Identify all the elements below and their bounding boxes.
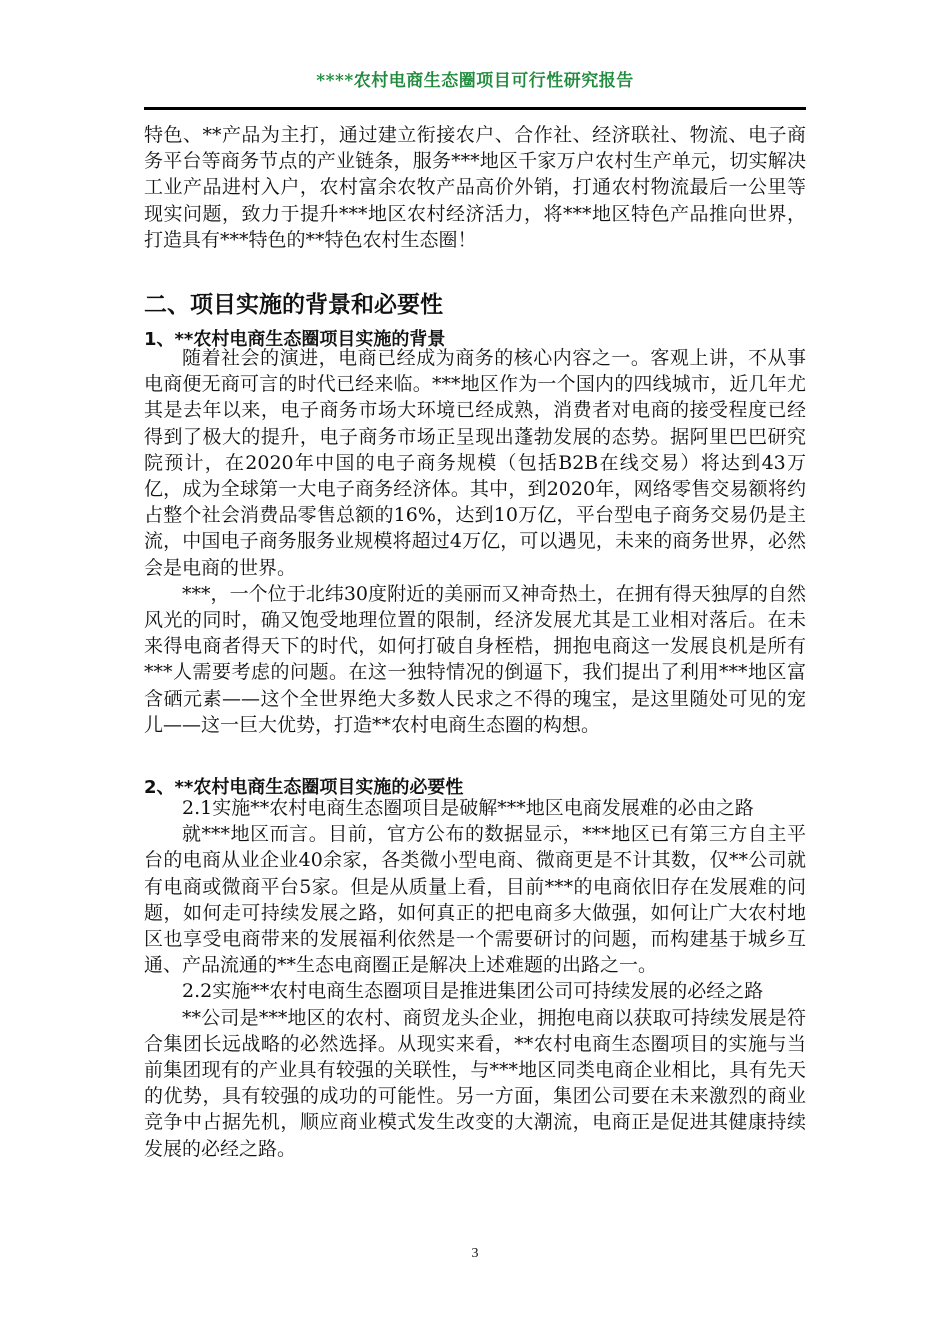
header-divider <box>144 107 806 110</box>
running-header-title: ****农村电商生态圈项目可行性研究报告 <box>316 71 634 91</box>
item-title-2-1: 2.1实施**农村电商生态圈项目是破解***地区电商发展难的必由之路 <box>182 797 754 819</box>
background-paragraph: 随着社会的演进，电商已经成为商务的核心内容之一。客观上讲，不从事电商便无商可言的时代已经来临。***地区作为一个国内的四线城市，近几年尤其是去年以来，电子商务市场大环境已经成熟，消费者对电商的接受程度已经得到了极大的提升，电子商务市场正呈现出蓬勃发展的态势。据阿里巴巴研究院预计，在2020年中国的电子商务规模（包括B2B在线交易）将达到43万亿，成为全球第一大电子商务经济体。其中，到2020年，网络零售交易额将约占整个社会消费品零售总额的16%，达到10万亿，平台型电子商务交易仍是主流，中国电子商务服务业规模将超过4万亿，可以遇见，未来的商务世界，必然会是电商的世界。 <box>144 347 806 579</box>
page-number: 3 <box>471 1246 479 1261</box>
intro-paragraph-block <box>144 122 806 253</box>
background-paragraphs <box>144 345 806 738</box>
item-body-2-2: **公司是***地区的农村、商贸龙头企业，拥抱电商以获取可持续发展是符合集团长远战略的必然选择。从现实来看，**农村电商生态圈项目的实施与当前集团现有的产业具有较强的关联性，与***地区同类电商企业相比，具有先天的优势，具有较强的成功的可能性。另一方面，集团公司要在未来激烈的商业竞争中占据先机，顺应商业模式发生改变的大潮流，电商正是促进其健康持续发展的必经之路。 <box>144 1006 806 1160</box>
item-body-2-1: 就***地区而言。目前，官方公布的数据显示，***地区已有第三方自主平台的电商从业企业40余家，各类微小型电商、微商更是不计其数，仅**公司就有电商或微商平台5家。但是从质量上看，目前***的电商依旧存在发展难的问题，如何走可持续发展之路，如何真正的把电商多大做强，如何让广大农村地区也享受电商带来的发展福利依然是一个需要研讨的问题，而构建基于城乡互通、产品流通的**生态电商圈正是解决上述难题的出路之一。 <box>144 823 806 977</box>
item-title-2-2: 2.2实施**农村电商生态圈项目是推进集团公司可持续发展的必经之路 <box>182 980 764 1003</box>
necessity-paragraphs <box>144 795 806 1162</box>
background-paragraph: ***，一个位于北纬30度附近的美丽而又神奇热土，在拥有得天独厚的自然风光的同时，确又饱受地理位置的限制，经济发展尤其是工业相对落后。在未来得电商者得天下的时代，如何打破自身桎梏，拥抱电商这一发展良机是所有***人需要考虑的问题。在这一独特情况的倒逼下，我们提出了利用***地区富含硒元素——这个全世界绝大多数人民求之不得的瑰宝，是这里随处可见的宠儿——这一巨大优势，打造**农村电商生态圈的构想。 <box>144 582 806 736</box>
subsection-heading-necessity: 2、**农村电商生态圈项目实施的必要性 <box>144 777 464 798</box>
section-heading: 二、项目实施的背景和必要性 <box>144 292 443 318</box>
intro-paragraph: 特色、**产品为主打，通过建立衔接农户、合作社、经济联社、物流、电子商务平台等商务节点的产业链条，服务***地区千家万户农村生产单元，切实解决工业产品进村入户，农村富余农牧产品高价外销，打通农村物流最后一公里等现实问题，致力于提升***地区农村经济活力，将***地区特色产品推向世界，打造具有***特色的**特色农村生态圈！ <box>144 124 806 251</box>
subsection-heading-background: 1、**农村电商生态圈项目实施的背景 <box>144 329 446 350</box>
